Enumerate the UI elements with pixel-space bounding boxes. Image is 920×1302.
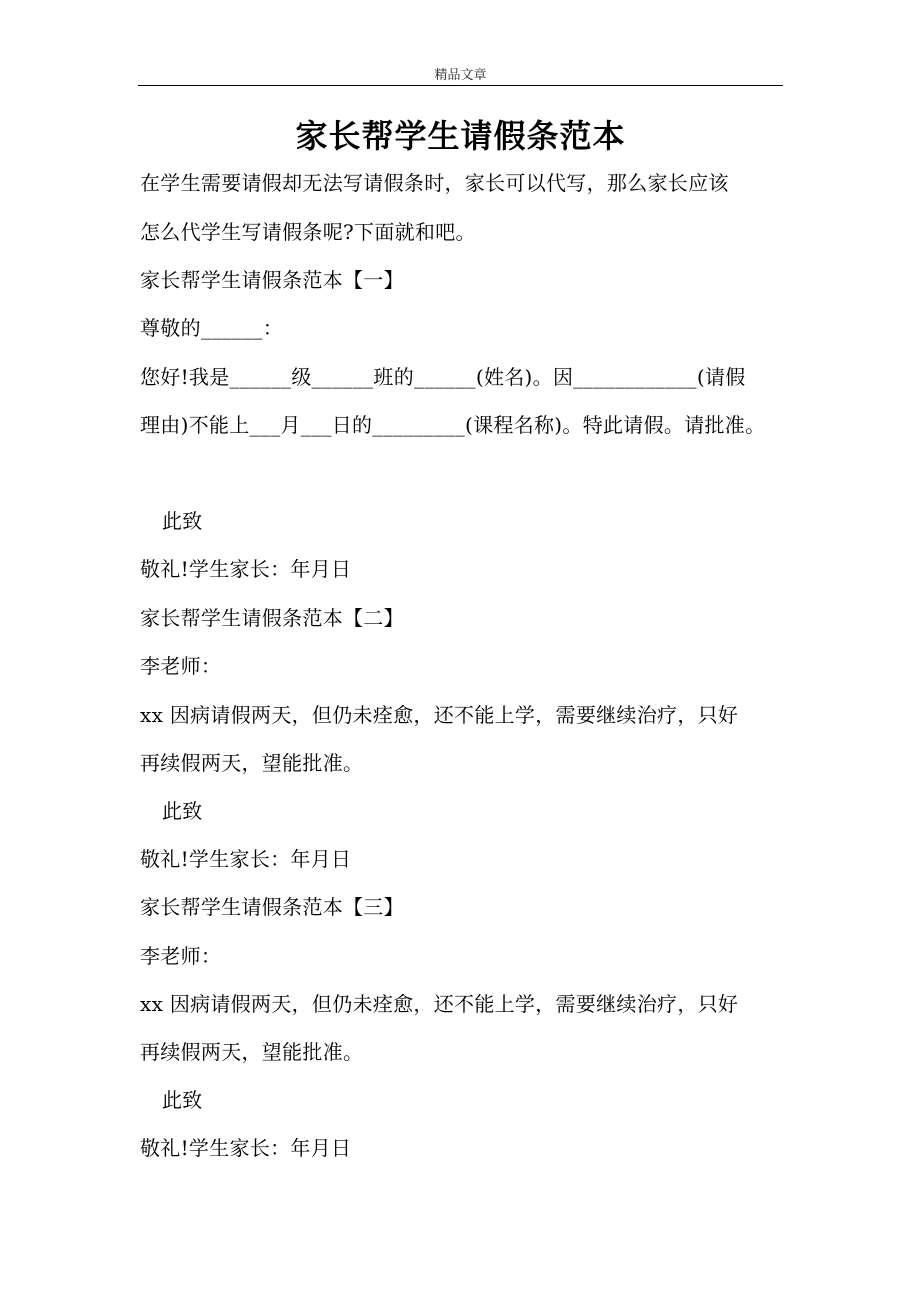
- sample2-heading: 家长帮学生请假条范本【二】: [140, 606, 404, 630]
- sample2-body-line-2: 再续假两天，望能批准。: [140, 751, 364, 775]
- sample3-heading: 家长帮学生请假条范本【三】: [140, 895, 404, 919]
- sample1-body-line-2: 理由)不能上___月___日的_________(课程名称)。特此请假。请批准。: [140, 413, 766, 437]
- sample3-salutation: 李老师：: [140, 944, 222, 968]
- header-divider: [138, 85, 783, 86]
- intro-line-1: 在学生需要请假却无法写请假条时，家长可以代写，那么家长应该: [140, 171, 729, 195]
- sample2-salutation: 李老师：: [140, 654, 222, 678]
- sample3-body-line-1: xx 因病请假两天，但仍未痊愈，还不能上学，需要继续治疗，只好: [140, 992, 739, 1016]
- sample1-salutation: 尊敬的______：: [140, 316, 283, 340]
- intro-line-2: 怎么代学生写请假条呢?下面就和吧。: [140, 220, 476, 244]
- sample2-closing: 此致: [162, 799, 203, 823]
- sample1-body-line-1: 您好!我是______级______班的______(姓名)。因____________(请假: [140, 365, 746, 389]
- sample2-body-line-1: xx 因病请假两天，但仍未痊愈，还不能上学，需要继续治疗，只好: [140, 703, 739, 727]
- sample3-signature: 敬礼!学生家长：年月日: [140, 1136, 352, 1160]
- sample3-body-line-2: 再续假两天，望能批准。: [140, 1040, 364, 1064]
- sample1-closing: 此致: [162, 509, 203, 533]
- sample1-signature: 敬礼!学生家长：年月日: [140, 557, 352, 581]
- sample3-closing: 此致: [162, 1088, 203, 1112]
- running-header: 精品文章: [434, 68, 487, 83]
- page-title: 家长帮学生请假条范本: [295, 117, 626, 155]
- sample2-signature: 敬礼!学生家长：年月日: [140, 847, 352, 871]
- sample1-heading: 家长帮学生请假条范本【一】: [140, 268, 404, 292]
